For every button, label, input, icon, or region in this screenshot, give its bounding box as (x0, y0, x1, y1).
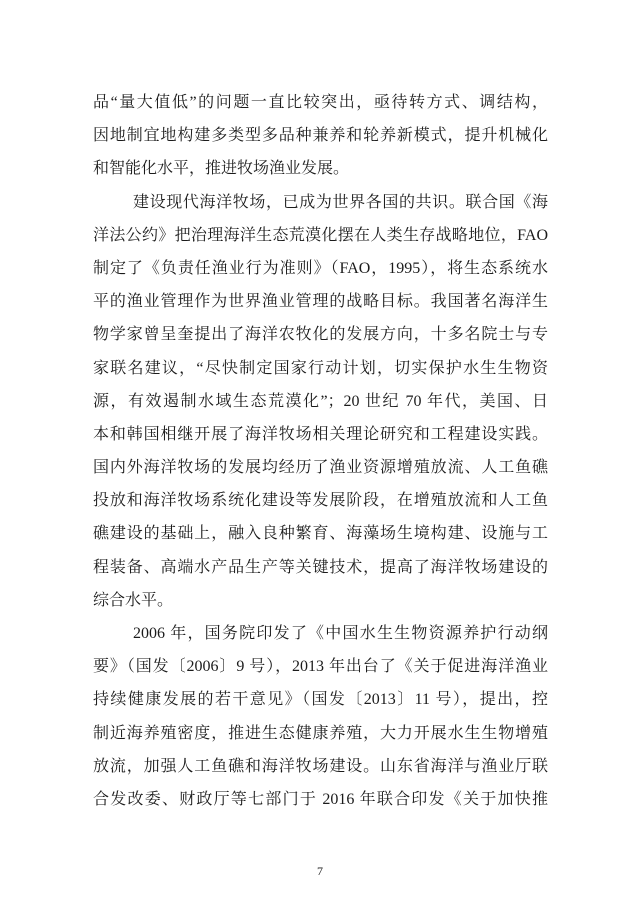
text-line: 合发改委、财政厅等七部门于 2016 年联合印发《关于加快推 (93, 790, 548, 808)
text-line: 建设现代海洋牧场，已成为世界各国的共识。联合国《海 (133, 193, 548, 211)
text-line: 物学家曾呈奎提出了海洋农牧化的发展方向，十多名院士与专 (93, 326, 548, 344)
text-line: 品“量大值低”的问题一直比较突出，亟待转方式、调结构， (93, 94, 548, 111)
text-line: 综合水平。 (93, 591, 174, 609)
text-line: 制近海养殖密度，推进生态健康养殖，大力开展水生生物增殖 (93, 724, 548, 742)
text-line: 平的渔业管理作为世界渔业管理的战略目标。我国著名海洋生 (93, 293, 548, 311)
text-line: 因地制宜地构建多类型多品种兼养和轮养新模式，提升机械化 (93, 127, 548, 145)
text-line: 要》（国发〔2006〕9 号），2013 年出台了《关于促进海洋渔业 (93, 658, 548, 676)
paragraph-3 (93, 617, 548, 816)
text-line: 制定了《负责任渔业行为准则》（FAO，1995），将生态系统水 (93, 259, 548, 277)
body-text (93, 86, 548, 816)
text-line: 源，有效遏制水域生态荒漠化”；20 世纪 70 年代，美国、日 (93, 392, 548, 410)
text-line: 程装备、高端水产品生产等关键技术，提高了海洋牧场建设的 (93, 558, 548, 576)
text-line: 本和韩国相继开展了海洋牧场相关理论研究和工程建设实践。 (93, 425, 548, 443)
page-number: 7 (317, 864, 323, 878)
text-line: 国内外海洋牧场的发展均经历了渔业资源增殖放流、人工鱼礁 (93, 459, 548, 477)
text-line: 家联名建议，“尽快制定国家行动计划，切实保护水生生物资 (93, 359, 548, 377)
text-line: 放流，加强人工鱼礁和海洋牧场建设。山东省海洋与渔业厅联 (93, 757, 548, 775)
text-line: 和智能化水平，推进牧场渔业发展。 (93, 160, 350, 178)
text-line: 持续健康发展的若干意见》（国发〔2013〕11 号），提出，控 (93, 691, 548, 709)
text-line: 洋法公约》把治理海洋生态荒漠化摆在人类生存战略地位，FAO (93, 226, 548, 244)
text-line: 礁建设的基础上，融入良种繁育、海藻场生境构建、设施与工 (93, 525, 548, 543)
paragraph-2 (93, 186, 548, 617)
text-line: 2006 年，国务院印发了《中国水生生物资源养护行动纲 (133, 625, 548, 642)
text-line: 投放和海洋牧场系统化建设等发展阶段，在增殖放流和人工鱼 (93, 492, 548, 510)
paragraph-1 (93, 86, 548, 186)
